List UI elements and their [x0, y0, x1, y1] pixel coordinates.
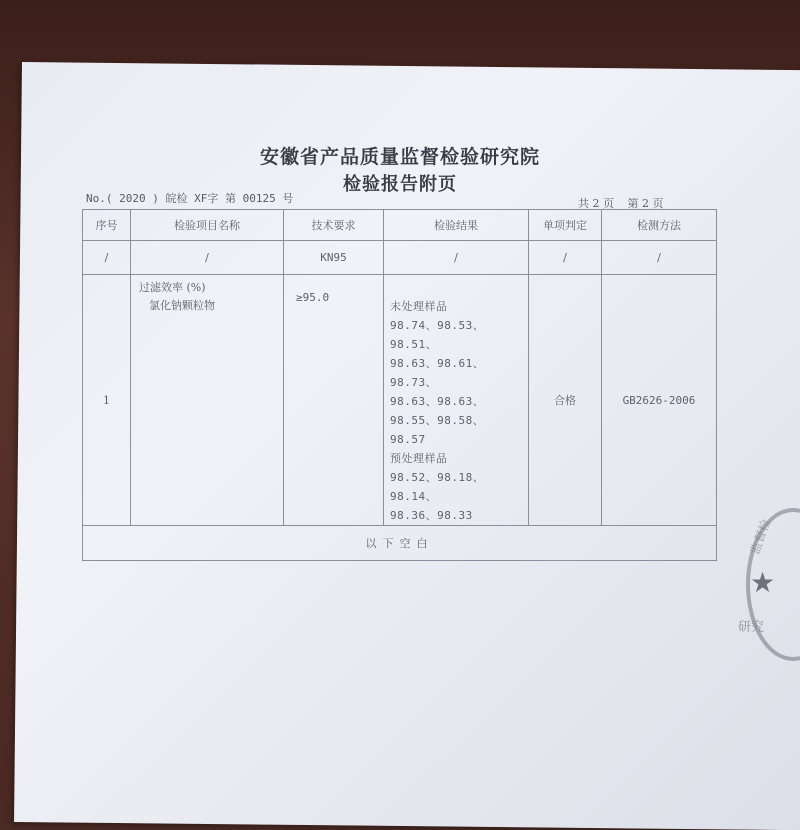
item-sub-name: 氯化钠颗粒物	[149, 299, 215, 312]
table-row	[83, 275, 717, 526]
inspection-table	[82, 209, 717, 561]
method-cell: GB2626-2006	[602, 275, 717, 526]
result-line: 98.52、98.18、98.14、	[390, 471, 485, 503]
table-cell: /	[131, 241, 284, 275]
table-header-row	[83, 210, 717, 241]
seal-text-top: 监督检	[747, 517, 774, 556]
institute-title: 安徽省产品质量监督检验研究院	[259, 146, 540, 168]
col-header-index: 序号	[83, 210, 131, 241]
seal-text-bottom: 研究	[738, 620, 765, 635]
result-cell	[384, 275, 529, 526]
table-cell: KN95	[284, 241, 384, 275]
verdict-cell: 合格	[529, 275, 602, 526]
result-line: 未处理样品	[390, 300, 448, 313]
item-name-cell	[131, 275, 284, 526]
col-header-item: 检验项目名称	[131, 210, 284, 241]
current-page: 第 2 页	[627, 197, 664, 210]
table-cell: /	[83, 241, 131, 275]
col-header-verdict: 单项判定	[529, 210, 602, 241]
requirement-cell: ≥95.0	[284, 275, 384, 526]
result-line: 预处理样品	[390, 452, 448, 465]
footer-blank-note: 以下空白	[83, 526, 717, 561]
star-icon: ★	[750, 566, 776, 599]
total-pages: 共 2 页	[578, 197, 614, 210]
official-seal	[738, 508, 798, 658]
table-footer-row	[83, 526, 717, 561]
row-index: 1	[83, 275, 131, 526]
table-cell: /	[529, 241, 602, 275]
col-header-method: 检测方法	[602, 210, 717, 241]
result-line: 98.57	[390, 433, 426, 446]
col-header-requirement: 技术要求	[284, 210, 384, 241]
report-number: No.( 2020 ) 皖检 XF字 第 00125 号	[86, 192, 294, 205]
result-line: 98.63、98.63、98.55、98.58、	[390, 395, 485, 427]
result-line: 98.36、98.33	[390, 509, 473, 522]
table-row	[83, 241, 717, 275]
report-subtitle: 检验报告附页	[343, 174, 457, 195]
table-cell: /	[384, 241, 529, 275]
item-name: 过滤效率 (%)	[139, 281, 206, 294]
col-header-result: 检验结果	[384, 210, 529, 241]
result-line: 98.63、98.61、98.73、	[390, 357, 485, 389]
table-cell: /	[602, 241, 717, 275]
result-line: 98.74、98.53、98.51、	[390, 319, 485, 351]
